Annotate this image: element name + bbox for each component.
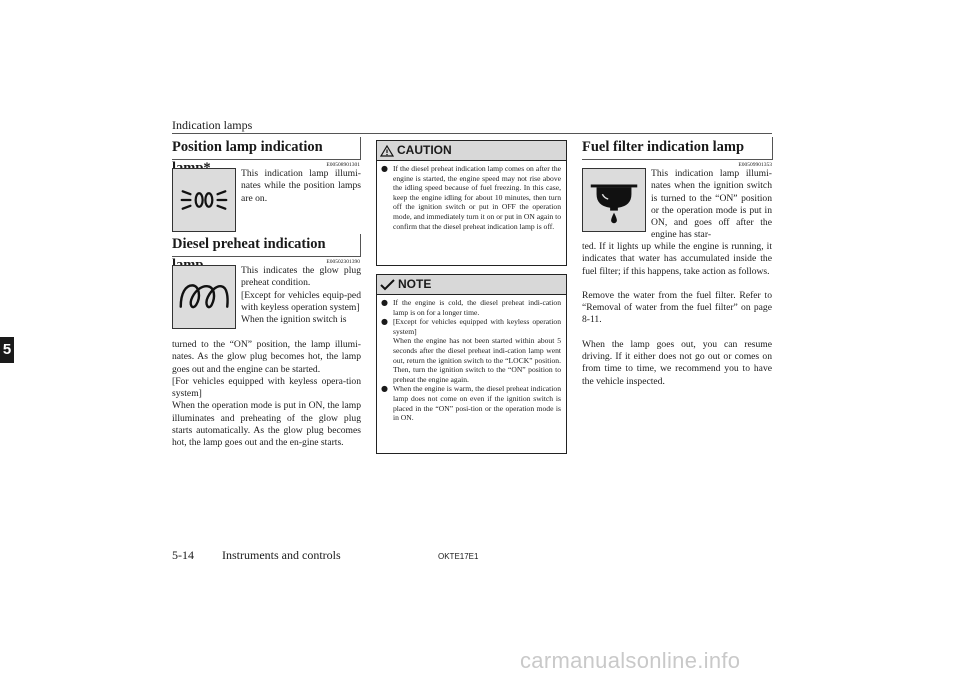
paragraph: turned to the “ON” position, the lamp illumi-nates. As the glow plug becomes hot, the lamp goes out and the engine can be started.	[172, 339, 361, 375]
list-item	[381, 164, 561, 231]
section-code: E00508901301	[326, 162, 360, 168]
paragraph: [For vehicles equipped with keyless opera-tion system]	[172, 375, 361, 400]
chapter-tab: 5	[0, 337, 14, 363]
glow-plug-icon	[172, 265, 236, 329]
running-header: Indication lamps	[172, 118, 253, 132]
paragraph: When the ignition switch is	[241, 314, 347, 326]
caution-body	[377, 161, 566, 234]
watermark: carmanualsonline.info	[520, 648, 741, 673]
caution-box	[376, 140, 567, 266]
paragraph: When the lamp goes out, you can resume driving. If it either does not go out or comes on from time to time, we recommend you to have the vehicle inspected.	[582, 338, 772, 387]
list-item	[381, 317, 561, 384]
note-box	[376, 274, 567, 454]
fuel-filter-text	[582, 241, 772, 388]
diesel-preheat-text	[172, 339, 361, 450]
list-item-text: If the engine is cold, the diesel preheat indi-cation lamp is on for a longer time.	[393, 298, 561, 317]
position-lamp-icon	[172, 168, 236, 232]
header-rule	[172, 133, 772, 134]
fuel-filter-icon	[582, 168, 646, 232]
section-heading-position-lamp: Position lamp indication	[172, 137, 361, 160]
section-heading-diesel-preheat: Diesel preheat indication	[172, 234, 361, 257]
paragraph: When the operation mode is put in ON, the lamp illuminates and preheating of the glow plug starts automatically. As the glow plug becomes hot, the lamp goes out and the en-gine starts.	[172, 400, 361, 449]
document-code: OKTE17E1	[438, 552, 479, 561]
list-item	[381, 384, 561, 422]
paragraph: This indicates the glow plug preheat condition.	[241, 265, 361, 289]
paragraph: [Except for vehicles equip-ped with keyless operation system]	[241, 289, 361, 313]
list-item	[381, 298, 561, 317]
position-lamp-text: This indication lamp illumi-nates while the position lamps are on.	[241, 168, 361, 204]
section-heading-fuel-filter: Fuel filter indication lamp	[582, 137, 773, 160]
note-header	[377, 275, 566, 295]
section-code: E00502301390	[326, 259, 360, 265]
caution-header	[377, 141, 566, 161]
diesel-preheat-text-top	[241, 265, 361, 326]
bullet-icon: ●	[381, 317, 388, 327]
note-body	[377, 295, 566, 426]
bullet-icon: ●	[381, 164, 388, 173]
warning-triangle-icon	[380, 145, 394, 157]
page-number: 5-14	[172, 548, 194, 562]
bullet-icon: ●	[381, 384, 388, 394]
list-item-text: If the diesel preheat indication lamp comes on after the engine is started, the engine speed may not rise above the idling speed because of fuel freezing. In this case, keep the engine idling for about 10 minutes, then turn off the ignition switch or put in OFF the operation mode, and immediately turn it on or put in ON again to confirm that the diesel preheat indication lamp is off.	[393, 164, 561, 231]
list-item-text: When the engine is warm, the diesel preheat indication lamp does not come on even if the ignition switch is placed in the “ON” posi-tion or the operation mode is in ON.	[393, 384, 561, 423]
list-item-text: [Except for vehicles equipped with keyless operation system]	[393, 317, 561, 336]
bullet-icon: ●	[381, 298, 388, 307]
fuel-filter-text-top: This indication lamp illumi-nates when the ignition switch is turned to the “ON” position or the operation mode is put in ON, and goes off after the engine has star-	[651, 168, 772, 241]
list-item-text: When the engine has not been started within about 5 seconds after the diesel preheat indi-cation lamp went out, return the ignition switch to the “LOCK” position. Then, turn the ignition switch to the “ON” position to preheat the engine again.	[393, 336, 561, 384]
chapter-name: Instruments and controls	[222, 548, 341, 562]
note-check-icon	[380, 279, 395, 291]
paragraph: ted. If it lights up while the engine is running, it indicates that water has accumulated inside the fuel filter; if this happens, take action as follows.	[582, 241, 772, 277]
section-code: E00509901353	[738, 162, 772, 168]
caution-label: CAUTION	[397, 143, 452, 157]
note-label: NOTE	[398, 277, 432, 291]
paragraph: Remove the water from the fuel filter. Refer to “Removal of water from the fuel filter” on page 8-11.	[582, 289, 772, 326]
